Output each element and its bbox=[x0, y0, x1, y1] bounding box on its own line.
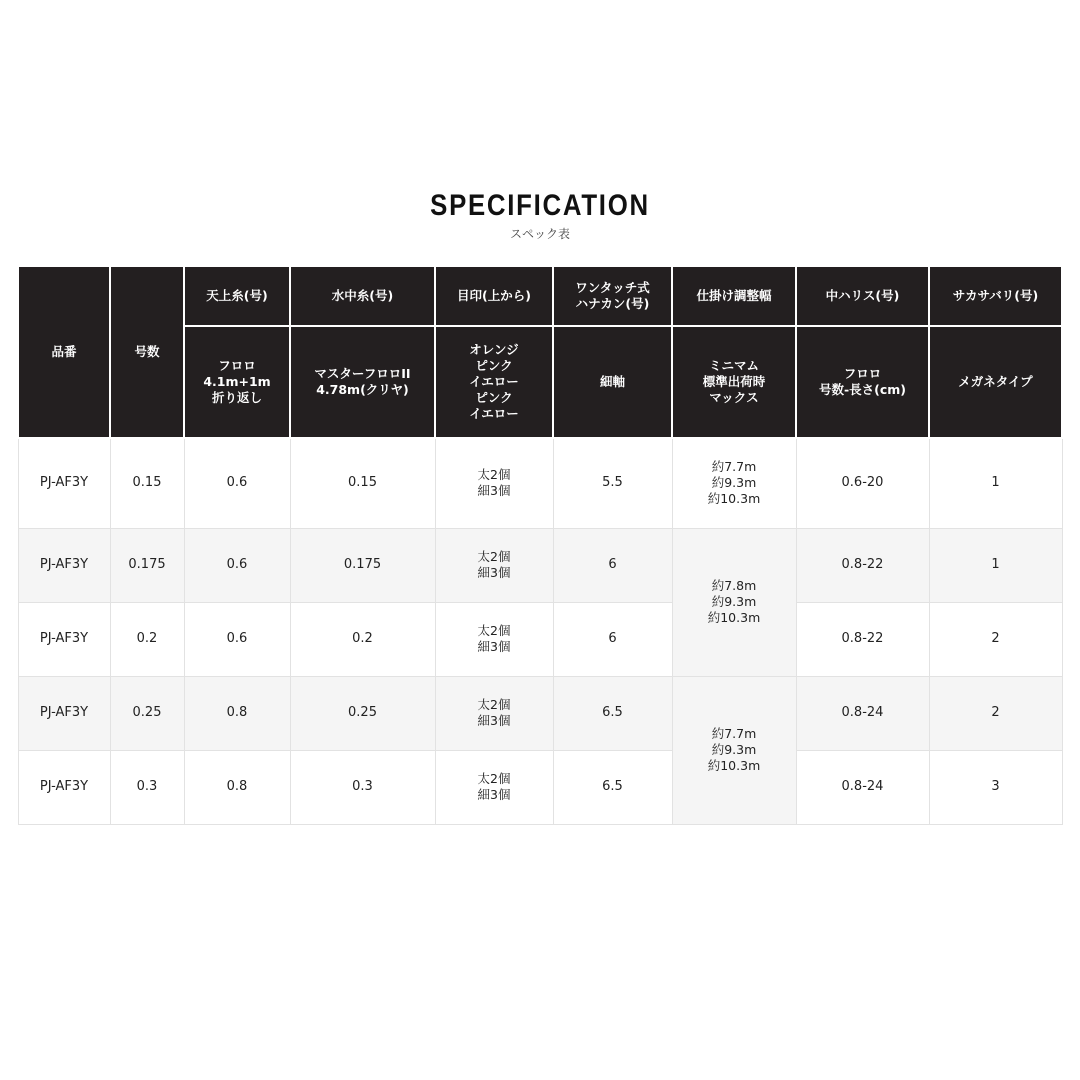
page-subtitle: スペック表 bbox=[509, 227, 570, 241]
table-row bbox=[18, 602, 1062, 676]
cell-sakasabari: 2 bbox=[929, 602, 1062, 676]
header-hinban: 品番 bbox=[18, 266, 110, 438]
header-sakasabari: サカサバリ(号) bbox=[929, 266, 1062, 326]
header-mejirushi: 目印(上から) bbox=[435, 266, 553, 326]
cell-naka-harisu: 0.6-20 bbox=[796, 438, 929, 528]
cell-mejirushi: 太2個 細3個 bbox=[435, 438, 553, 528]
cell-hinban: PJ-AF3Y bbox=[18, 750, 110, 824]
table-row bbox=[18, 750, 1062, 824]
cell-gosu: 0.2 bbox=[110, 602, 184, 676]
subheader-sakasabari: メガネタイプ bbox=[929, 326, 1062, 438]
cell-hinban: PJ-AF3Y bbox=[18, 528, 110, 602]
subheader-tenjo: フロロ 4.1m+1m 折り返し bbox=[184, 326, 290, 438]
cell-adjust: 約7.8m 約9.3m 約10.3m bbox=[672, 528, 796, 676]
header-tenjo: 天上糸(号) bbox=[184, 266, 290, 326]
header-hanakan: ワンタッチ式 ハナカン(号) bbox=[553, 266, 672, 326]
cell-suichu: 0.3 bbox=[290, 750, 435, 824]
cell-hanakan: 6 bbox=[553, 528, 672, 602]
cell-sakasabari: 1 bbox=[929, 438, 1062, 528]
subheader-mejirushi: オレンジ ピンク イエロー ピンク イエロー bbox=[435, 326, 553, 438]
table-row bbox=[18, 528, 1062, 602]
cell-hinban: PJ-AF3Y bbox=[18, 438, 110, 528]
cell-sakasabari: 1 bbox=[929, 528, 1062, 602]
cell-hinban: PJ-AF3Y bbox=[18, 676, 110, 750]
subheader-suichu: マスターフロロII 4.78m(クリヤ) bbox=[290, 326, 435, 438]
header-naka-harisu: 中ハリス(号) bbox=[796, 266, 929, 326]
cell-naka-harisu: 0.8-22 bbox=[796, 602, 929, 676]
cell-suichu: 0.25 bbox=[290, 676, 435, 750]
cell-tenjo: 0.6 bbox=[184, 602, 290, 676]
cell-suichu: 0.2 bbox=[290, 602, 435, 676]
cell-sakasabari: 3 bbox=[929, 750, 1062, 824]
cell-tenjo: 0.6 bbox=[184, 528, 290, 602]
cell-hanakan: 6.5 bbox=[553, 750, 672, 824]
cell-mejirushi: 太2個 細3個 bbox=[435, 750, 553, 824]
cell-tenjo: 0.6 bbox=[184, 438, 290, 528]
cell-naka-harisu: 0.8-24 bbox=[796, 676, 929, 750]
cell-adjust: 約7.7m 約9.3m 約10.3m bbox=[672, 438, 796, 528]
header-gosu: 号数 bbox=[110, 266, 184, 438]
header-row-top bbox=[18, 266, 1062, 326]
cell-mejirushi: 太2個 細3個 bbox=[435, 528, 553, 602]
table-row bbox=[18, 438, 1062, 528]
cell-suichu: 0.175 bbox=[290, 528, 435, 602]
cell-mejirushi: 太2個 細3個 bbox=[435, 676, 553, 750]
cell-hanakan: 5.5 bbox=[553, 438, 672, 528]
spec-heading bbox=[0, 188, 1080, 242]
cell-hanakan: 6 bbox=[553, 602, 672, 676]
cell-adjust: 約7.7m 約9.3m 約10.3m bbox=[672, 676, 796, 824]
cell-hanakan: 6.5 bbox=[553, 676, 672, 750]
spec-table bbox=[17, 265, 1063, 825]
cell-naka-harisu: 0.8-24 bbox=[796, 750, 929, 824]
cell-gosu: 0.15 bbox=[110, 438, 184, 528]
header-adjust: 仕掛け調整幅 bbox=[672, 266, 796, 326]
page-title: SPECIFICATION bbox=[430, 189, 650, 222]
cell-sakasabari: 2 bbox=[929, 676, 1062, 750]
cell-tenjo: 0.8 bbox=[184, 676, 290, 750]
subheader-hanakan: 細軸 bbox=[553, 326, 672, 438]
cell-gosu: 0.25 bbox=[110, 676, 184, 750]
cell-suichu: 0.15 bbox=[290, 438, 435, 528]
cell-gosu: 0.3 bbox=[110, 750, 184, 824]
table-row bbox=[18, 676, 1062, 750]
cell-naka-harisu: 0.8-22 bbox=[796, 528, 929, 602]
cell-mejirushi: 太2個 細3個 bbox=[435, 602, 553, 676]
cell-tenjo: 0.8 bbox=[184, 750, 290, 824]
cell-hinban: PJ-AF3Y bbox=[18, 602, 110, 676]
subheader-adjust: ミニマム 標準出荷時 マックス bbox=[672, 326, 796, 438]
cell-gosu: 0.175 bbox=[110, 528, 184, 602]
header-suichu: 水中糸(号) bbox=[290, 266, 435, 326]
subheader-naka-harisu: フロロ 号数-長さ(cm) bbox=[796, 326, 929, 438]
